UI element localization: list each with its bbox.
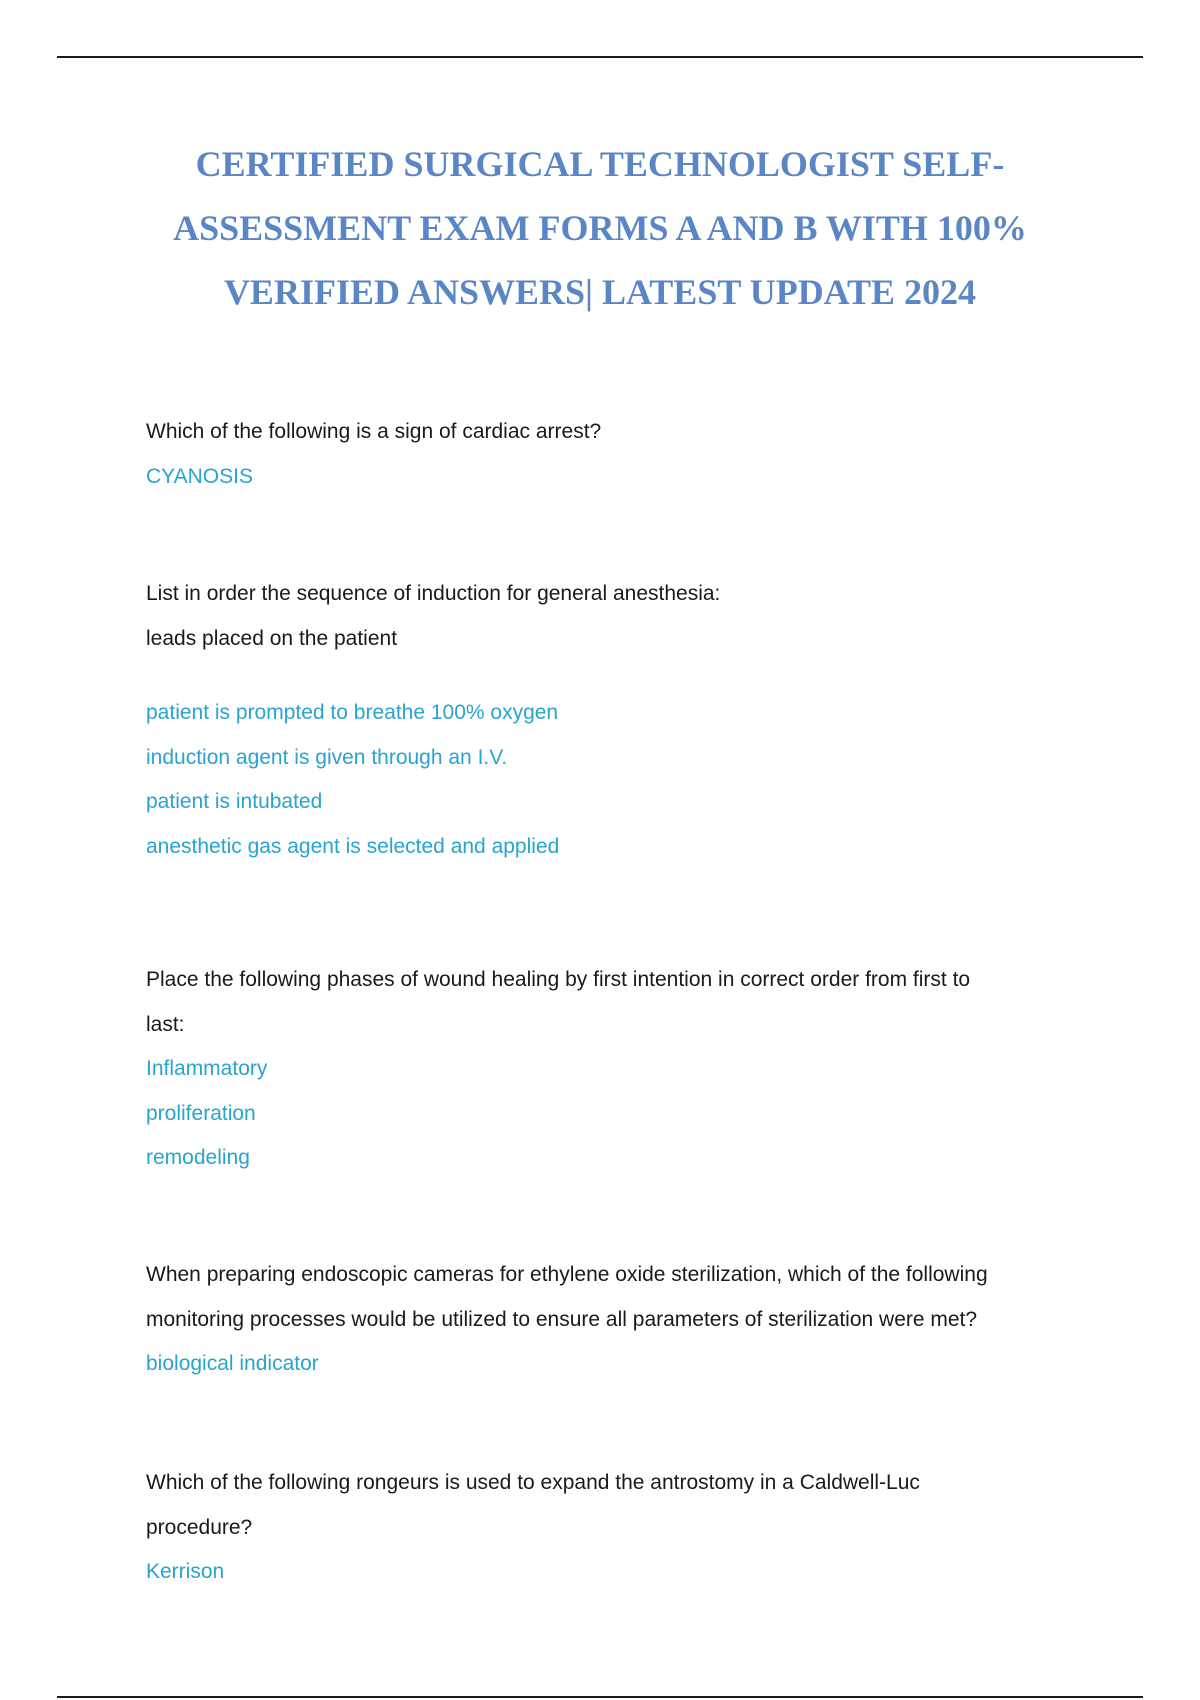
title-line-2: ASSESSMENT EXAM FORMS A AND B WITH 100%	[173, 208, 1027, 248]
answer: anesthetic gas agent is selected and applied	[146, 834, 560, 858]
question: List in order the sequence of induction for general anesthesia:	[146, 582, 721, 605]
question: Which of the following rongeurs is used to expand the antrostomy in a Caldwell-Luc	[146, 1471, 920, 1494]
question-continued: last:	[146, 1012, 185, 1036]
answer: CYANOSIS	[146, 464, 253, 488]
answer: patient is intubated	[146, 790, 323, 813]
qa-item-5	[146, 1461, 1086, 1595]
title-line-3: VERIFIED ANSWERS| LATEST UPDATE 2024	[223, 272, 977, 312]
question: When preparing endoscopic cameras for ethylene oxide sterilization, which of the following	[146, 1263, 988, 1286]
qa-item-4	[146, 1253, 1086, 1387]
question-continued: procedure?	[146, 1515, 253, 1539]
answer: Kerrison	[146, 1560, 225, 1583]
answer: biological indicator	[146, 1352, 319, 1375]
bottom-rule	[57, 1696, 1143, 1698]
question: Which of the following is a sign of cardiac arrest?	[146, 420, 602, 443]
title-line-1: CERTIFIED SURGICAL TECHNOLOGIST SELF-	[195, 144, 1005, 184]
question-extra: leads placed on the patient	[146, 626, 398, 650]
answer: patient is prompted to breathe 100% oxygen	[146, 701, 559, 724]
answer: remodeling	[146, 1146, 250, 1169]
question-continued: monitoring processes would be utilized to ensure all parameters of sterilization were met?	[146, 1307, 978, 1331]
answer: proliferation	[146, 1101, 256, 1125]
qa-item-3	[146, 958, 1086, 1181]
question: Place the following phases of wound healing by first intention in correct order from first to	[146, 968, 971, 991]
qa-item-1	[146, 410, 1086, 499]
top-rule	[57, 56, 1143, 58]
document-title	[100, 132, 1100, 324]
answer: induction agent is given through an I.V.	[146, 745, 508, 769]
answer: Inflammatory	[146, 1057, 268, 1080]
qa-item-2	[146, 572, 1086, 869]
